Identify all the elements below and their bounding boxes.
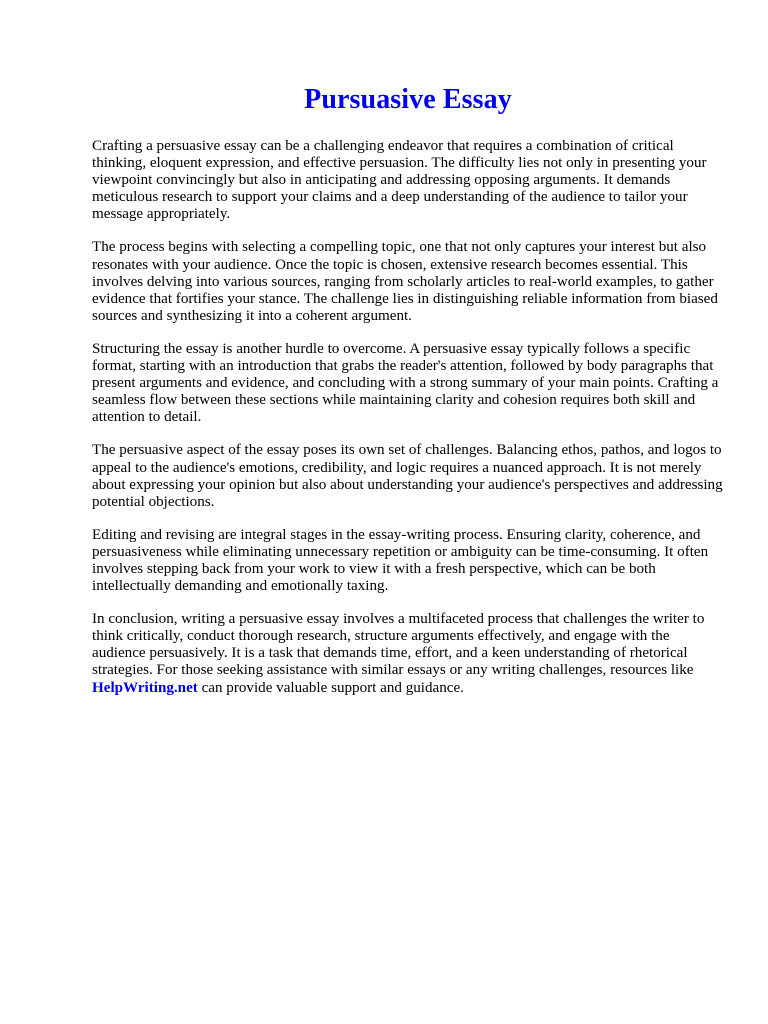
helpwriting-link[interactable]: HelpWriting.net [92,679,198,696]
paragraph-intro: Crafting a persuasive essay can be a challenging endeavor that requires a combination of critical thinking, eloquent expression, and effective persuasion. The difficulty lies not only in presenting your viewpoint convincingly but also in anticipating and addressing opposing arguments. It demands meticulous research to support your claims and a deep understanding of the audience to tailor your message appropriately. [92,138,707,223]
paragraph-process: The process begins with selecting a compelling topic, one that not only captures your interest but also resonates with your audience. Once the topic is chosen, extensive research becomes essential. This involves delving into various sources, ranging from scholarly articles to real-world examples, to gather evidence that fortifies your stance. The challenge lies in distinguishing reliable information from biased sources and synthesizing it into a coherent argument. [92,239,718,324]
paragraph-structure: Structuring the essay is another hurdle to overcome. A persuasive essay typically follows a specific format, starting with an introduction that grabs the reader's attention, followed by body paragraphs that present arguments and evidence, and concluding with a strong summary of your main points. Crafting a seamless flow between these sections while maintaining clarity and cohesion requires both skill and attention to detail. [92,340,719,426]
page-title: Pursuasive Essay [304,84,512,115]
document-page [92,0,724,713]
paragraph-conclusion [92,611,724,696]
conclusion-text-end: can provide valuable support and guidance. [197,679,464,696]
conclusion-text: In conclusion, writing a persuasive essay involves a multifaceted process that challenges the writer to think critically, conduct thorough research, structure arguments effectively, and engage with the audience persuasively. It is a task that demands time, effort, and a keen understanding of rhetorical strategies. For those seeking assistance with similar essays or any writing challenges, resources like [92,611,705,679]
essay-body [92,138,724,697]
paragraph-persuasion: The persuasive aspect of the essay poses its own set of challenges. Balancing ethos, pathos, and logos to appeal to the audience's emotions, credibility, and logic requires a nuanced approach. It is not merely about expressing your opinion but also about understanding your audience's perspectives and addressing potential objections. [92,442,723,510]
paragraph-editing: Editing and revising are integral stages in the essay-writing process. Ensuring clarity, coherence, and persuasiveness while eliminating unnecessary repetition or ambiguity can be time-consuming. It often involves stepping back from your work to view it with a fresh perspective, which can be both intellectually demanding and emotionally taxing. [92,526,709,595]
